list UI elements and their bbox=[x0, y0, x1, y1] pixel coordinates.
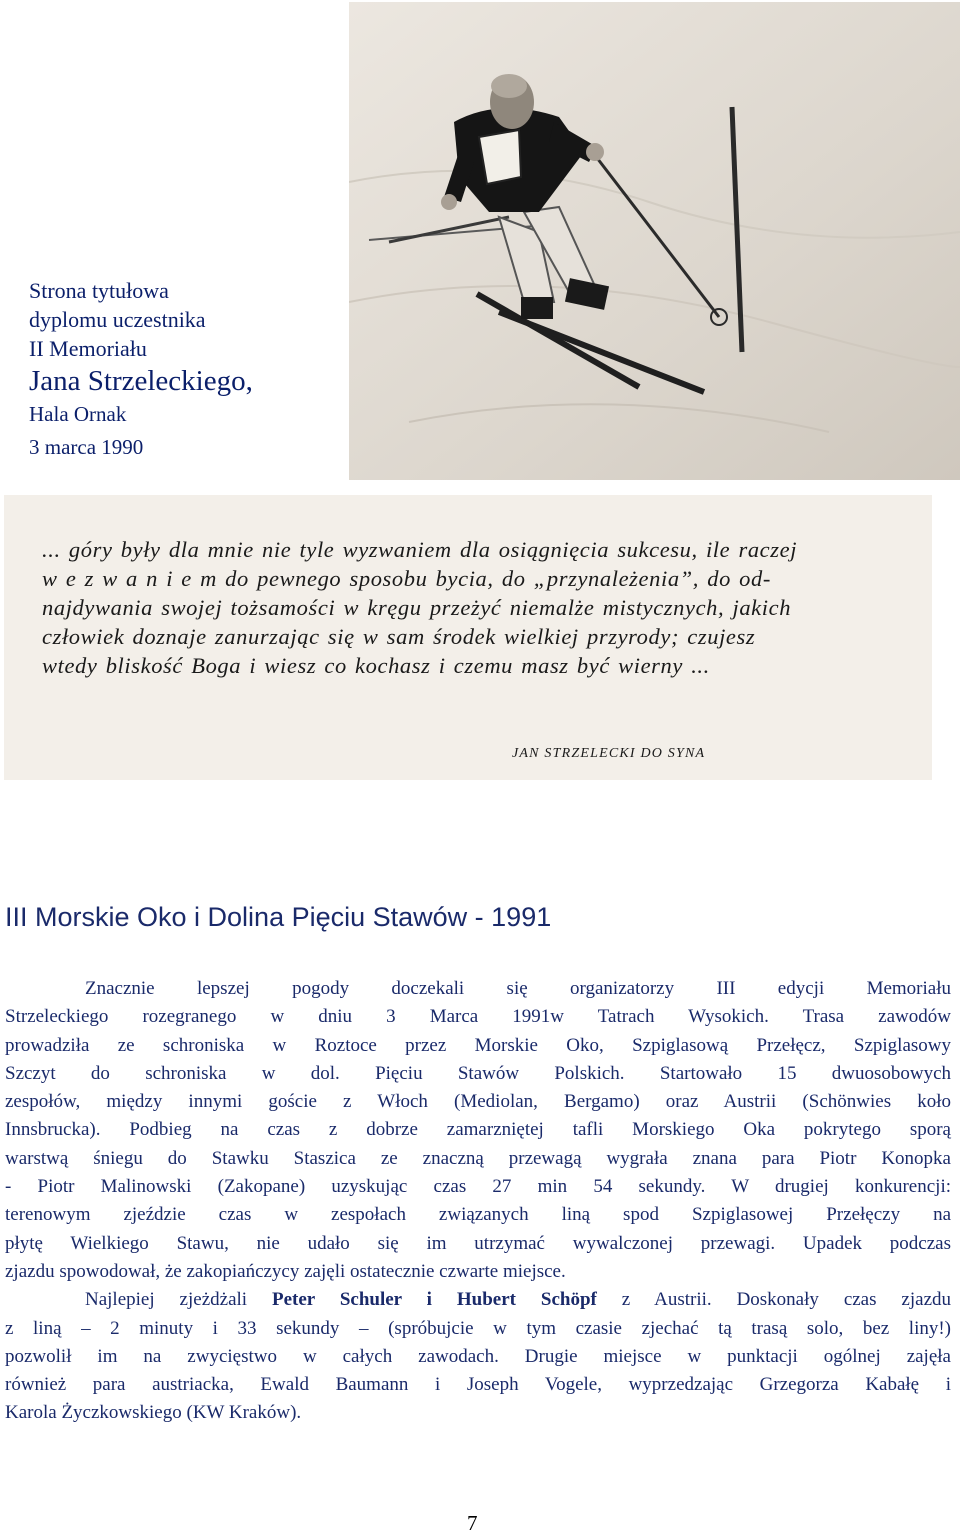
article-line: warstwą śniegu do Stawku Staszica ze znaczną przewagą wygrała znana para Piotr Konopka bbox=[5, 1147, 951, 1169]
winners-post: z Austrii. Doskonały czas zjazdu bbox=[596, 1289, 952, 1311]
page-number: 7 bbox=[467, 1511, 478, 1535]
caption-place: Hala Ornak bbox=[29, 402, 127, 426]
skier-photo bbox=[349, 2, 960, 480]
article-line: Szczyt do schroniska w dol. Pięciu Stawów Polskich. Startowało 15 dwuosobowych bbox=[5, 1062, 951, 1084]
article-line: Karola Życzkowskiego (KW Kraków). bbox=[5, 1402, 302, 1424]
caption-date: 3 marca 1990 bbox=[29, 435, 144, 459]
quote-line: najdywania swojej tożsamości w kręgu przeżyć niemalże mistycznych, jakich bbox=[42, 595, 792, 620]
article-line: zjazdu spowodował, że zakopiańczycy zajęli ostatecznie czwarte miejsce. bbox=[5, 1260, 566, 1282]
quote-line: w e z w a n i e m do pewnego sposobu bycia, do „przynależenia”, do od- bbox=[42, 566, 771, 591]
quote-line: wtedy bliskość Boga i wiesz co kochasz i czemu masz być wierny ... bbox=[42, 653, 710, 678]
article-line-winners bbox=[5, 1286, 951, 1314]
winners-names: Peter Schuler i Hubert Schöpf bbox=[272, 1289, 597, 1311]
quote-clipping bbox=[4, 495, 932, 780]
article-line: pozwolił im na zwycięstwo w całych zawodach. Drugie miejsce w punktacji ogólnej zajęła bbox=[5, 1345, 951, 1367]
caption-line-3: II Memoriału bbox=[29, 336, 147, 361]
article-line: terenowym zjeździe czas w zespołach związanych liną spod Szpiglasowej Przełęczy na bbox=[5, 1204, 951, 1226]
skier-illustration bbox=[349, 2, 960, 480]
article-line: płytę Wielkiego Stawu, nie udało się im utrzymać wywalczonej przewagi. Upadek podczas bbox=[5, 1232, 951, 1254]
photo-caption bbox=[29, 276, 329, 462]
article-line: zespołów, między innymi goście z Włoch (Mediolan, Bergamo) oraz Austrii (Schönwies koło bbox=[5, 1091, 951, 1113]
caption-name: Jana Strzeleckiego, bbox=[29, 365, 253, 397]
winners-pre: Najlepiej zjeżdżali bbox=[85, 1289, 272, 1311]
article-line: Innsbrucka). Podbieg na czas z dobrze zamarzniętej tafli Morskiego Oka pokrytego sporą bbox=[5, 1119, 951, 1141]
caption-line-1: Strona tytułowa bbox=[29, 278, 169, 303]
article-body bbox=[5, 975, 951, 1428]
article-line: również para austriacka, Ewald Baumann i Joseph Vogele, wyprzedzając Grzegorza Kabałę i bbox=[5, 1374, 951, 1396]
article-line: z liną – 2 minuty i 33 sekundy – (spróbujcie w tym czasie zjechać tą trasą solo, bez liny!) bbox=[5, 1317, 951, 1339]
quote-line: człowiek doznaje zanurzając się w sam środek wielkiej przyrody; czujesz bbox=[42, 624, 756, 649]
quote-line: ... góry były dla mnie nie tyle wyzwaniem dla osiągnięcia sukcesu, ile raczej bbox=[42, 537, 798, 562]
article-line: Znacznie lepszej pogody doczekali się organizatorzy III edycji Memoriału bbox=[85, 978, 951, 999]
quote-signature: JAN STRZELECKI DO SYNA bbox=[512, 746, 706, 761]
section-title: III Morskie Oko i Dolina Pięciu Stawów - 1991 bbox=[5, 902, 552, 932]
article-line: - Piotr Malinowski (Zakopane) uzyskując czas 27 min 54 sekundy. W drugiej konkurencji: bbox=[5, 1176, 951, 1198]
article-line: prowadziła ze schroniska w Roztoce przez Morskie Oko, Szpiglasową Przełęcz, Szpiglasowy bbox=[5, 1034, 951, 1056]
quote-text bbox=[42, 535, 912, 680]
caption-line-2: dyplomu uczestnika bbox=[29, 307, 206, 332]
article-line: Strzeleckiego rozegranego w dniu 3 Marca 1991w Tatrach Wysokich. Trasa zawodów bbox=[5, 1006, 951, 1028]
